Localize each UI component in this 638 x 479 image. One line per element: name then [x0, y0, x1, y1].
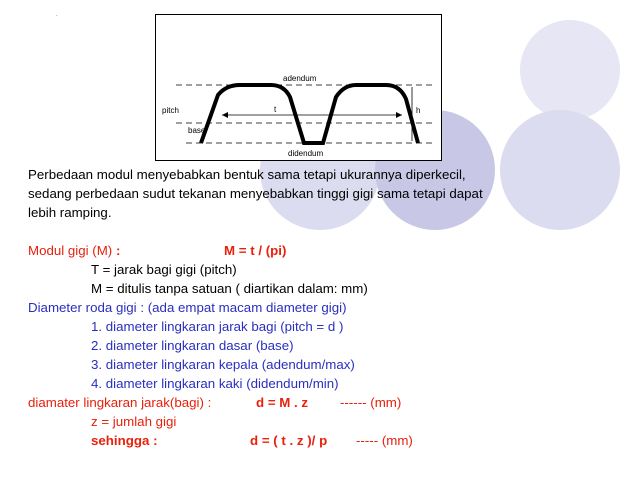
z-definition: z = jumlah gigi: [91, 414, 177, 429]
gear-tooth-diagram: [156, 15, 441, 160]
modul-m-definition: M = ditulis tanpa satuan ( diartikan dalam: mm): [91, 281, 368, 296]
pitch-arrowhead-left: [222, 112, 228, 118]
tiny-mark: .: [56, 12, 58, 18]
paragraph-line-3: lebih ramping.: [28, 205, 112, 220]
modul-colon: :: [115, 243, 121, 258]
diameter-item-2: 2. diameter lingkaran dasar (base): [91, 338, 294, 353]
label-h: h: [416, 106, 421, 115]
diameter-item-1: 1. diameter lingkaran jarak bagi (pitch = d ): [91, 319, 344, 334]
modul-formula: M = t / (pi): [224, 243, 287, 258]
paragraph-line-1: Perbedaan modul menyebabkan bentuk sama tetapi ukurannya diperkecil,: [28, 167, 466, 182]
pitch-diameter-unit: ------ (mm): [340, 395, 402, 410]
label-adendum: adendum: [283, 74, 317, 83]
hence-unit: ----- (mm): [356, 433, 413, 448]
diameter-item-4: 4. diameter lingkaran kaki (didendum/min): [91, 376, 339, 391]
pitch-arrowhead-right: [396, 112, 402, 118]
gear-tooth-figure: [155, 14, 442, 161]
hence-line: [28, 431, 628, 450]
label-t: t: [274, 105, 277, 114]
modul-label: Modul gigi (M): [28, 243, 116, 258]
modul-line: [28, 241, 628, 260]
tooth-profile: [201, 85, 421, 143]
blank-line: [28, 222, 628, 241]
label-didendum: didendum: [288, 149, 324, 158]
pitch-diameter-label: diamater lingkaran jarak(bagi) :: [28, 395, 212, 410]
decor-circle-top: [520, 20, 620, 120]
label-base: base: [188, 126, 206, 135]
paragraph-line-2: sedang perbedaan sudut tekanan menyebabkan tinggi gigi sama tetapi dapat: [28, 186, 483, 201]
label-pitch: pitch: [162, 106, 179, 115]
diameter-heading: Diameter roda gigi : (ada empat macam diameter gigi): [28, 300, 347, 315]
pitch-diameter-line: [28, 393, 628, 412]
pitch-diameter-formula: d = M . z: [256, 395, 309, 410]
diameter-item-3: 3. diameter lingkaran kepala (adendum/max): [91, 357, 355, 372]
modul-t-definition: T = jarak bagi gigi (pitch): [91, 262, 237, 277]
hence-label: sehingga :: [91, 433, 158, 448]
hence-formula: d = ( t . z )/ p: [250, 433, 328, 448]
slide-body: [28, 165, 628, 450]
